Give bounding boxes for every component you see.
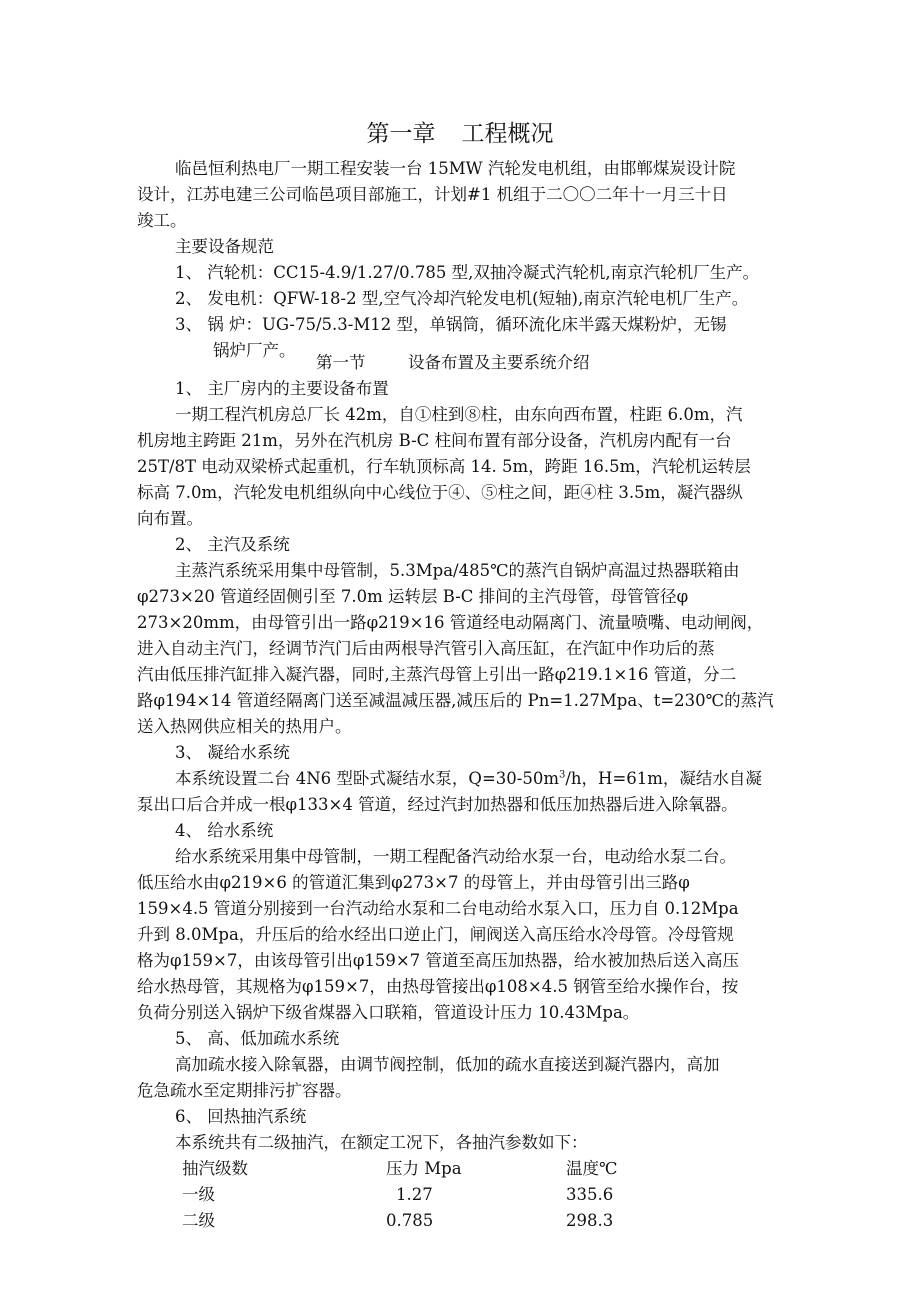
table-header-pressure: 压力 Mpa [386,1159,462,1178]
paragraph-line: 向布置。 [137,509,203,528]
table-cell: 0.785 [386,1211,434,1230]
intro-line: 竣工。 [137,211,187,230]
paragraph-line: 25T/8T 电动双梁桥式起重机，行车轨顶标高 14. 5m，跨距 16.5m，汽轮机运转层 [137,457,751,476]
table-cell: 298.3 [566,1211,614,1230]
table-header-stage: 抽汽级数 [182,1159,248,1178]
equipment-item: 2、 发电机：QFW-18-2 型,空气冷却汽轮发电机(短轴),南京汽轮电机厂生产。 [175,289,749,308]
intro-line: 设计，江苏电建三公司临邑项目部施工，计划#1 机组于二〇〇二年十一月三十日 [137,185,728,204]
section-number: 第一节 [316,353,366,372]
paragraph-line: 给水系统采用集中母管制，一期工程配备汽动给水泵一台，电动给水泵二台。 [175,847,736,866]
chapter-name: 工程概况 [461,121,554,147]
subsection-heading: 3、 凝给水系统 [175,743,290,762]
intro-line: 临邑恒利热电厂一期工程安装一台 15MW 汽轮发电机组，由邯郸煤炭设计院 [175,159,736,178]
table-header-temperature: 温度℃ [566,1159,618,1178]
paragraph-line: 一期工程汽机房总厂长 42m，自①柱到⑧柱，由东向西布置，柱距 6.0m，汽 [175,405,743,424]
subsection-heading: 4、 给水系统 [175,821,274,840]
paragraph-line: 汽由低压排汽缸排入凝汽器，同时,主蒸汽母管上引出一路φ219.1×16 管道，分二 [137,665,737,684]
table-cell: 1.27 [396,1185,433,1204]
paragraph-line: 送入热网供应相关的热用户。 [137,717,352,736]
subsection-heading: 1、 主厂房内的主要设备布置 [175,379,389,398]
paragraph-line: 低压给水由φ219×6 的管道汇集到φ273×7 的母管上，并由母管引出三路φ [137,873,690,892]
paragraph-line: 进入自动主汽门，经调节汽门后由两根导汽管引入高压缸，在汽缸中作功后的蒸 [137,639,715,658]
equipment-heading: 主要设备规范 [175,237,274,256]
paragraph-line: 机房地主跨距 21m，另外在汽机房 B-C 柱间布置有部分设备，汽机房内配有一台 [137,431,732,450]
section-title: 设备布置及主要系统介绍 [408,353,590,372]
paragraph-line: 格为φ159×7，由该母管引出φ159×7 管道至高压加热器，给水被加热后送入高压 [137,951,739,970]
table-cell: 一级 [182,1185,215,1204]
paragraph-line: 标高 7.0m，汽轮发电机组纵向中心线位于④、⑤柱之间，距④柱 3.5m，凝汽器纵 [137,483,743,502]
paragraph-line: φ273×20 管道经固侧引至 7.0m 运转层 B-C 排间的主汽母管，母管管径φ [137,587,689,606]
equipment-item: 1、 汽轮机：CC15-4.9/1.27/0.785 型,双抽冷凝式汽轮机,南京汽轮机厂生产。 [175,263,760,282]
table-cell: 二级 [182,1211,215,1230]
paragraph-line: 159×4.5 管道分别接到一台汽动给水泵和二台电动给水泵入口，压力自 0.12Mpa [137,899,739,918]
paragraph-line: 负荷分别送入锅炉下级省煤器入口联箱，管道设计压力 10.43Mpa。 [137,1003,640,1022]
text-run: 本系统设置二台 4N6 型卧式凝结水泵，Q=30-50m [175,769,559,788]
paragraph-line: 273×20mm，由母管引出一路φ219×16 管道经电动隔离门、流量喷嘴、电动闸阀， [137,613,764,632]
paragraph-line: 升到 8.0Mpa，升压后的给水经出口逆止门，闸阀送入高压给水冷母管。冷母管规 [137,925,734,944]
subsection-heading: 5、 高、低加疏水系统 [175,1029,340,1048]
paragraph-line: 给水热母管，其规格为φ159×7，由热母管接出φ108×4.5 钢管至给水操作台，按 [137,977,739,996]
table-cell: 335.6 [566,1185,614,1204]
superscript: 3 [559,769,566,781]
equipment-item-continued: 锅炉厂产。 [213,341,296,360]
paragraph-line: 路φ194×14 管道经隔离门送至减温减压器,减压后的 Pn=1.27Mpa、t=230℃的蒸汽 [137,691,774,710]
equipment-item: 3、 锅 炉：UG-75/5.3-M12 型，单锅筒，循环流化床半露天煤粉炉，无锡 [175,315,727,334]
chapter-title [0,119,920,149]
paragraph-line: 高加疏水接入除氧器，由调节阀控制，低加的疏水直接送到凝汽器内，高加 [175,1055,720,1074]
paragraph-line: 危急疏水至定期排污扩容器。 [137,1081,352,1100]
paragraph-line [175,767,762,791]
paragraph-line: 泵出口后合并成一根φ133×4 管道，经过汽封加热器和低压加热器后进入除氧器。 [137,795,738,814]
paragraph-line: 本系统共有二级抽汽，在额定工况下，各抽汽参数如下： [175,1133,588,1152]
chapter-number: 第一章 [366,121,436,147]
text-run: /h，H=61m，凝结水自凝 [565,769,762,788]
subsection-heading: 6、 回热抽汽系统 [175,1107,307,1126]
paragraph-line: 主蒸汽系统采用集中母管制，5.3Mpa/485℃的蒸汽自锅炉高温过热器联箱由 [175,561,740,580]
subsection-heading: 2、 主汽及系统 [175,535,290,554]
